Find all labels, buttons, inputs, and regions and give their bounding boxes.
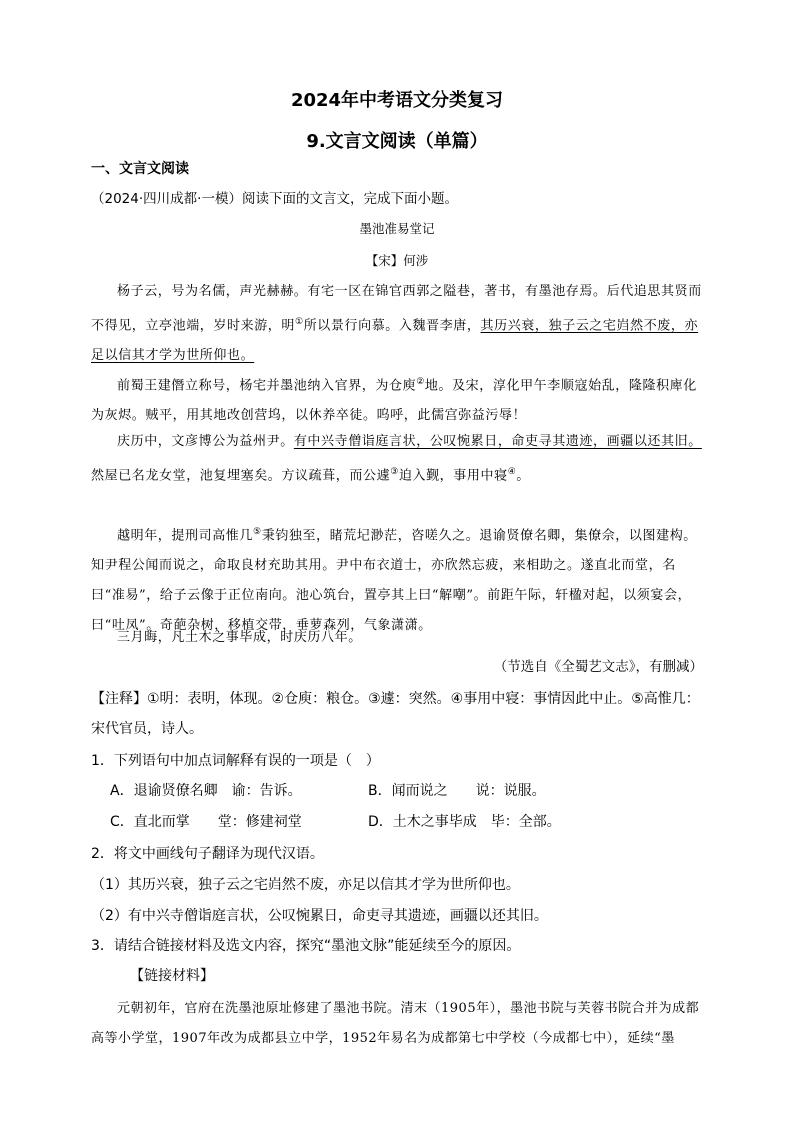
option-c: C．直北而掌 堂：修建祠堂	[110, 814, 302, 830]
text: 前蜀王建僭立称号，杨宅并墨池纳入官界，为仓庾	[117, 378, 417, 394]
option-b: B．闻而说之 说：说服。	[368, 783, 546, 799]
underlined-sentence-1: 其历兴衰，独子云之宅岿然不废，亦足以信其才学为世所仰也。	[91, 318, 699, 364]
note-marker: ①	[295, 317, 304, 327]
section-heading: 一、文言文阅读	[91, 161, 189, 177]
question-2-sentence-2: （2）有中兴寺僧诣庭言状，公叹惋累日，命吏寻其遗迹，画疆以还其旧。	[91, 908, 548, 924]
underlined-sentence-2: 有中兴寺僧诣庭言状，公叹惋累日，命吏寻其遗迹，画疆以还其旧。	[293, 434, 702, 449]
question-2-stem: 2．将文中画线句子翻译为现代汉语。	[91, 846, 324, 862]
document-subtitle: 9.文言文阅读（单篇）	[306, 131, 488, 152]
classical-paragraph-3	[91, 427, 703, 491]
question-1-stem: 1．下列语句中加点词解释有误的一项是（ ）	[91, 753, 380, 769]
text: 所以景行向慕。入魏晋李唐，	[303, 318, 481, 334]
text: 庆历中，文彦博公为益州尹。	[117, 434, 294, 449]
text: 杨子云，号为名儒，声光赫赫。有宅一区在锦官西郭之隘巷，著书，有墨池存焉。后代追思其贤而不得见，立亭池端，岁时来游，明	[91, 284, 702, 334]
option-d: D．土木之事毕成 毕：全部。	[368, 814, 561, 830]
document-title: 2024年中考语文分类复习	[290, 90, 504, 111]
intro-line: （2024·四川成都·一模）阅读下面的文言文，完成下面小题。	[91, 191, 458, 207]
note-marker: ④	[507, 467, 517, 477]
source-citation: （节选自《全蜀艺文志》，有删减）	[493, 659, 703, 675]
classical-title: 墨池准易堂记	[359, 221, 435, 236]
note-marker: ③	[390, 467, 399, 477]
text: 迫入觐，事用中寝	[398, 468, 508, 484]
classical-paragraph-5: 三月晦，凡土木之事毕成，时庆历八年。	[117, 630, 362, 645]
link-material-text: 元朝初年，官府在洗墨池原址修建了墨池书院。清末（1905年），墨池书院与芙蓉书院合并为成都高等小学堂，1907年改为成都县立中学，1952年易名为成都第七中学校（今成都七中），延续“墨	[91, 1001, 700, 1046]
classical-paragraph-1	[91, 277, 703, 371]
note-marker: ⑤	[253, 527, 262, 537]
annotations: 【注释】①明：表明，体现。②仓庾：粮仓。③遽：突然。④事用中寝：事情因此中止。⑤高惟几：宋代官员，诗人。	[91, 691, 700, 737]
text: 然屋已名龙女堂，池复埋塞矣。方议疏葺，而公遽	[91, 468, 391, 484]
option-a: A．退谕贤僚名卿 谕：告诉。	[110, 783, 302, 799]
text: 越明年，提刑司高惟几	[117, 528, 254, 544]
text: 。	[516, 468, 530, 484]
text: 秉钧独至，睹荒圮渺茫，咨嗟久之。退谕贤僚名卿，集僚佘，以图建构。知尹程公闻而说之，命取良材充助其用。尹中布衣道士，亦欣然忘疲，来相助之。遂直北而堂，名曰“准易”，给子云像于正位南向。池心筑台，置亭其上曰“解嘲”。前距午际，轩楹对起，以须宴会，曰“吐凤”。奇葩杂树，移植交带，垂萝森列，气象潇潇。	[91, 528, 697, 634]
classical-author: 【宋】何涉	[365, 253, 429, 268]
classical-paragraph-2	[91, 367, 703, 431]
link-material-heading: 【链接材料】	[130, 968, 214, 984]
note-marker: ②	[416, 377, 425, 387]
text: 地。及宋，淳化甲午李顺寇始乱，隆隆积庳化为灰烬。贼平，用其地改创营坞，以休养卒徒。呜呼，此儒宫弥益污辱！	[91, 378, 697, 424]
question-3-stem: 3．请结合链接材料及选文内容，探究“墨池文脉”能延续至今的原因。	[91, 938, 521, 954]
question-2-sentence-1: （1）其历兴衰，独子云之宅岿然不废，亦足以信其才学为世所仰也。	[91, 877, 520, 893]
